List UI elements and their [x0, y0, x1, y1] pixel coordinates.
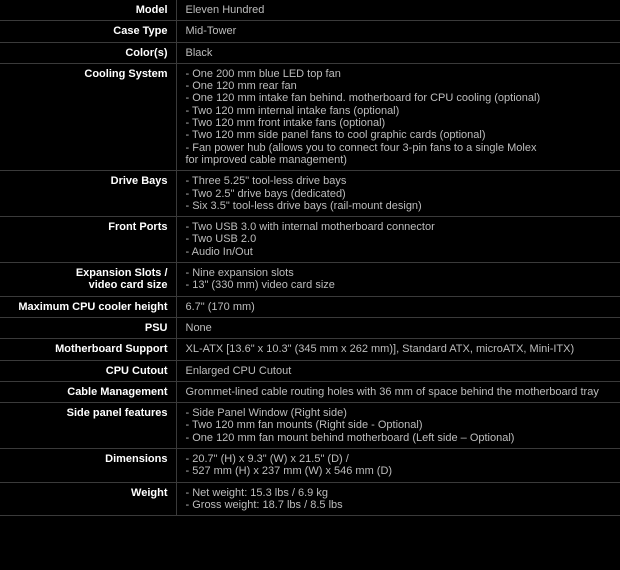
- spec-label-line: Color(s): [125, 46, 168, 59]
- spec-row: [0, 317, 620, 338]
- spec-value-line: - Two 120 mm internal intake fans (optional): [185, 104, 400, 117]
- spec-label-line: Case Type: [113, 25, 168, 38]
- spec-value-line: - Audio In/Out: [185, 245, 253, 258]
- spec-label: [0, 42, 176, 63]
- spec-label: [0, 263, 176, 297]
- spec-label: [0, 317, 176, 338]
- spec-value-line: - Two 2.5" drive bays (dedicated): [185, 187, 346, 200]
- spec-value: [176, 0, 620, 21]
- spec-label-line: Side panel features: [66, 407, 168, 420]
- spec-value-line: - Two 120 mm side panel fans to cool graphic cards (optional): [185, 129, 486, 142]
- spec-row: [0, 21, 620, 42]
- spec-value: [176, 63, 620, 170]
- spec-row: [0, 296, 620, 317]
- spec-label: [0, 449, 176, 483]
- spec-row: [0, 360, 620, 381]
- spec-row: [0, 263, 620, 297]
- spec-value-line: - One 120 mm rear fan: [185, 80, 297, 93]
- spec-value-line: - Net weight: 15.3 lbs / 6.9 kg: [185, 486, 328, 499]
- spec-value-line: 6.7" (170 mm): [185, 300, 255, 313]
- spec-value-line: - 527 mm (H) x 237 mm (W) x 546 mm (D): [185, 465, 393, 478]
- spec-row: [0, 63, 620, 170]
- spec-value-line: None: [185, 321, 212, 334]
- spec-value-line: - One 200 mm blue LED top fan: [185, 67, 341, 80]
- spec-value: [176, 317, 620, 338]
- spec-label: [0, 21, 176, 42]
- spec-label-line: CPU Cutout: [105, 364, 168, 377]
- spec-value-line: - Side Panel Window (Right side): [185, 407, 347, 420]
- spec-value-line: Black: [185, 46, 213, 59]
- spec-row: [0, 381, 620, 402]
- spec-label: [0, 296, 176, 317]
- spec-row: [0, 217, 620, 263]
- spec-value: [176, 42, 620, 63]
- spec-value-line: Eleven Hundred: [185, 4, 265, 16]
- spec-label-line: Front Ports: [108, 221, 168, 234]
- spec-value-line: - One 120 mm intake fan behind. motherboard for CPU cooling (optional): [185, 92, 541, 105]
- spec-label-line: Weight: [131, 486, 168, 499]
- spec-value-line: - 20.7" (H) x 9.3" (W) x 21.5" (D) /: [185, 453, 349, 466]
- spec-value: [176, 263, 620, 297]
- spec-row: [0, 449, 620, 483]
- spec-row: [0, 171, 620, 217]
- spec-value: [176, 217, 620, 263]
- spec-value: [176, 449, 620, 483]
- spec-value-line: - Three 5.25" tool-less drive bays: [185, 175, 347, 188]
- spec-row: [0, 42, 620, 63]
- spec-row: [0, 339, 620, 360]
- spec-row: [0, 0, 620, 21]
- spec-value-line: for improved cable management): [185, 153, 347, 166]
- spec-label: [0, 381, 176, 402]
- spec-value-line: - Two 120 mm fan mounts (Right side - Optional): [185, 419, 423, 432]
- spec-value-line: - 13" (330 mm) video card size: [185, 279, 335, 292]
- spec-value-line: - Fan power hub (allows you to connect four 3-pin fans to a single Molex: [185, 141, 537, 154]
- spec-value-line: - Nine expansion slots: [185, 267, 294, 280]
- spec-label: [0, 63, 176, 170]
- spec-label-line: PSU: [144, 321, 168, 334]
- spec-label-line: Dimensions: [105, 453, 168, 466]
- spec-label: [0, 360, 176, 381]
- spec-value-line: XL-ATX [13.6" x 10.3" (345 mm x 262 mm)], Standard ATX, microATX, Mini-ITX): [185, 343, 575, 356]
- spec-label: [0, 0, 176, 21]
- spec-value: [176, 171, 620, 217]
- spec-label: [0, 339, 176, 360]
- spec-value: [176, 21, 620, 42]
- spec-value-line: Enlarged CPU Cutout: [185, 364, 292, 377]
- spec-label: [0, 217, 176, 263]
- spec-row: [0, 403, 620, 449]
- spec-label: [0, 482, 176, 516]
- spec-label-line: Model: [135, 4, 168, 16]
- spec-value: [176, 360, 620, 381]
- spec-value-line: - Two 120 mm front intake fans (optional): [185, 117, 386, 130]
- spec-value-line: Grommet-lined cable routing holes with 36 mm of space behind the motherboard tray: [185, 385, 599, 398]
- spec-value-line: - Two USB 3.0 with internal motherboard connector: [185, 221, 435, 234]
- spec-value: [176, 339, 620, 360]
- spec-value: [176, 381, 620, 402]
- spec-label-line: Cooling System: [84, 67, 168, 80]
- spec-value-line: - One 120 mm fan mount behind motherboard (Left side – Optional): [185, 431, 515, 444]
- spec-value: [176, 296, 620, 317]
- spec-value-line: - Six 3.5" tool-less drive bays (rail-mount design): [185, 199, 422, 212]
- spec-row: [0, 482, 620, 516]
- spec-value-line: Mid-Tower: [185, 25, 237, 38]
- spec-label: [0, 403, 176, 449]
- spec-label-line: Expansion Slots /: [75, 267, 168, 280]
- spec-label-line: video card size: [88, 279, 168, 292]
- spec-label-line: Cable Management: [67, 385, 168, 398]
- spec-value: [176, 403, 620, 449]
- spec-label-line: Motherboard Support: [55, 343, 168, 356]
- spec-value: [176, 482, 620, 516]
- spec-label: [0, 171, 176, 217]
- spec-label-line: Drive Bays: [110, 175, 168, 188]
- spec-value-line: - Two USB 2.0: [185, 233, 257, 246]
- spec-label-line: Maximum CPU cooler height: [18, 300, 168, 313]
- spec-value-line: - Gross weight: 18.7 lbs / 8.5 lbs: [185, 498, 343, 511]
